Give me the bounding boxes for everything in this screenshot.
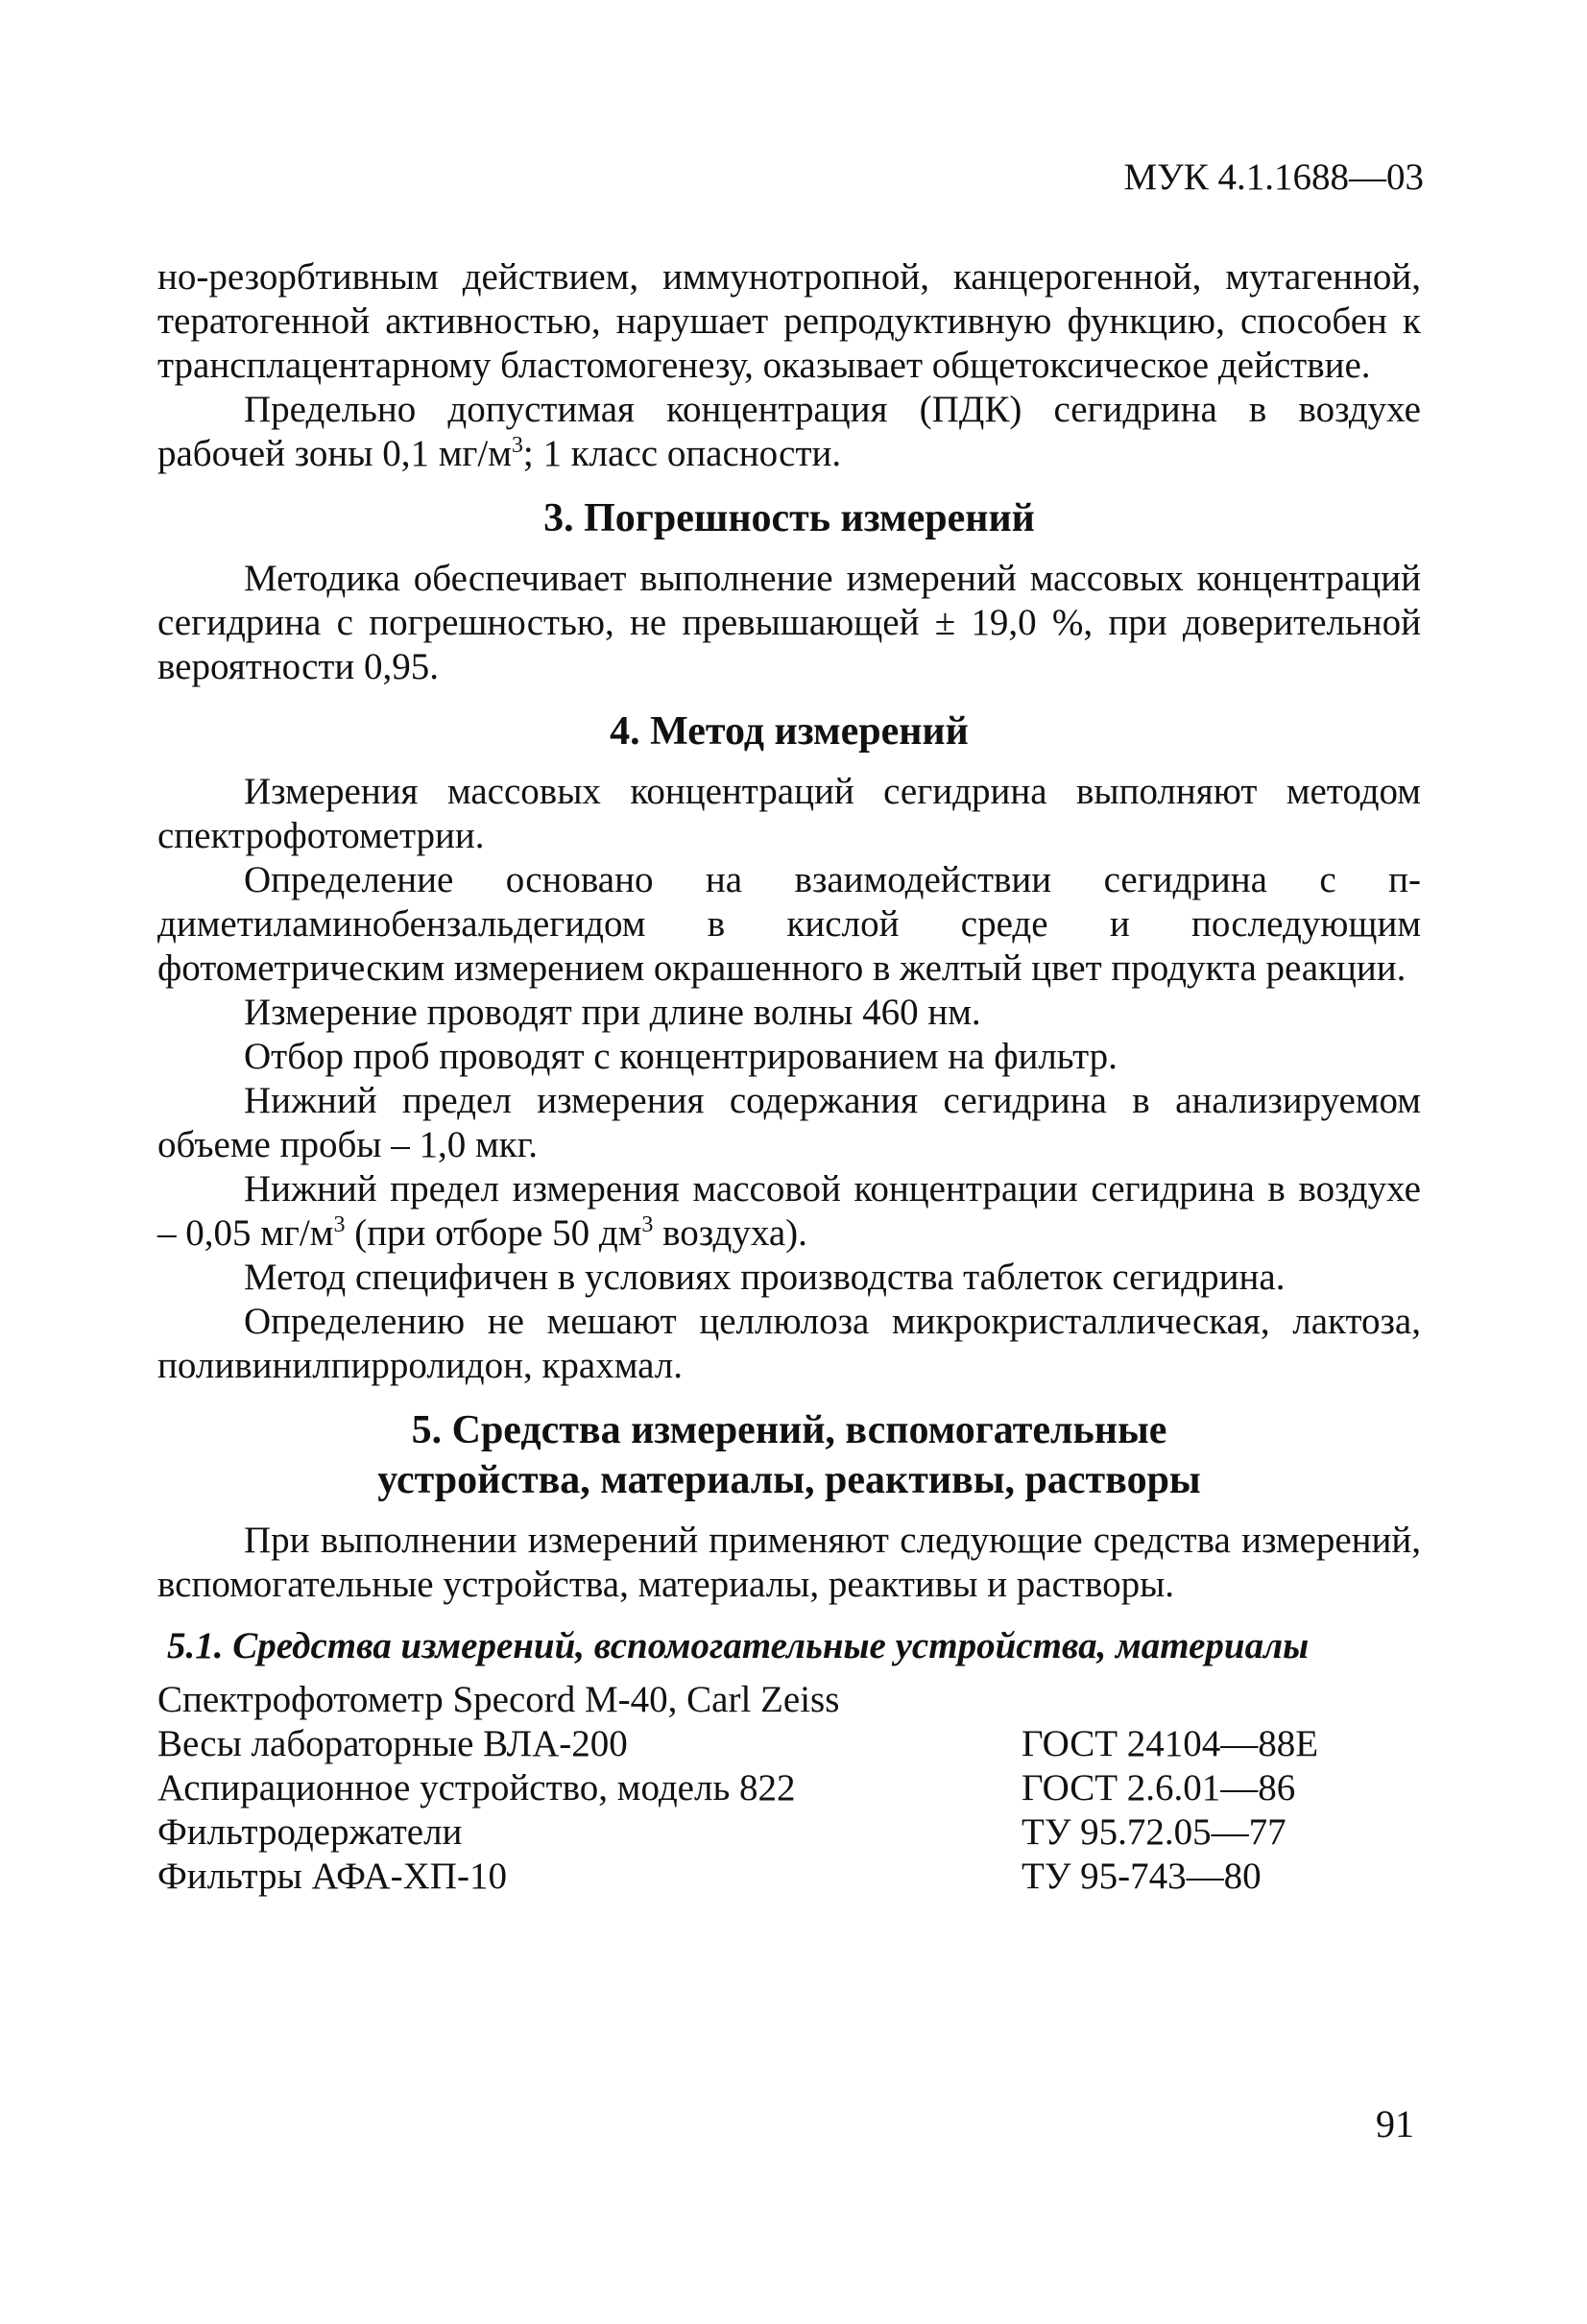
lower-limit-superscript-2: 3 [641, 1212, 654, 1237]
section-4-paragraph-3: Измерение проводят при длине волны 460 нм. [244, 992, 981, 1033]
page-content [157, 255, 1421, 1899]
equipment-row [157, 1766, 1421, 1810]
equipment-standard: ТУ 95.72.05—77 [1022, 1811, 1286, 1853]
equipment-name: Аспирационное устройство, модель 822 [157, 1767, 796, 1809]
intro-paragraph-1: но-резорбтивным действием, иммунотропной, канцерогенной, мутагенной, тератогенной активностью, нарушает репродуктивную функцию, способен к трансплацентарному бластомогенезу, оказывает общетоксическое действие. [157, 256, 1421, 386]
equipment-standard: ГОСТ 24104—88Е [1022, 1723, 1319, 1764]
section-4-paragraph-7: Метод специфичен в условиях производства таблеток сегидрина. [244, 1257, 1286, 1298]
section-4-paragraph-2: Определение основано на взаимодействии сегидрина с п-диметиламинобензальдегидом в кислой среде и последующим фотометрическим измерением окрашенного в желтый цвет продукта реакции. [157, 859, 1421, 989]
equipment-standard: ГОСТ 2.6.01—86 [1022, 1767, 1296, 1809]
section-4-title: 4. Метод измерений [610, 709, 969, 754]
section-4-paragraph-5: Нижний предел измерения содержания сегидрина в анализируемом объеме пробы – 1,0 мкг. [157, 1080, 1421, 1165]
equipment-standard [1022, 1678, 1421, 1722]
section-4-paragraph-6 [157, 1167, 1421, 1256]
equipment-name: Фильтры АФА-ХП-10 [157, 1856, 507, 1897]
lower-limit-text: Нижний предел измерения массовой концентрации сегидрина в воздухе – 0,05 мг/м [157, 1168, 1421, 1254]
mac-text: Предельно допустимая концентрация (ПДК) сегидрина в воздухе рабочей зоны 0,1 мг/м [157, 389, 1421, 474]
section-3-paragraph: Методика обеспечивает выполнение измерений массовых концентраций сегидрина с погрешностью, не превышающей ± 19,0 %, при доверительной вероятности 0,95. [157, 558, 1421, 687]
equipment-row [157, 1810, 1421, 1855]
subsection-5-1-title: 5.1. Средства измерений, вспомогательные устройства, материалы [167, 1625, 1310, 1666]
section-4-paragraph-8: Определению не мешают целлюлоза микрокристаллическая, лактоза, поливинилпирролидон, крахмал. [157, 1301, 1421, 1386]
mac-text-end: ; 1 класс опасности. [522, 433, 842, 474]
equipment-row [157, 1722, 1421, 1766]
equipment-name: Весы лабораторные ВЛА-200 [157, 1723, 628, 1764]
equipment-standard: ТУ 95-743—80 [1022, 1856, 1262, 1897]
equipment-name: Спектрофотометр Specord M-40, Carl Zeiss [157, 1679, 840, 1720]
section-5-title-line-2: устройства, материалы, реактивы, растворы [377, 1458, 1201, 1502]
section-5-title-line-1: 5. Средства измерений, вспомогательные [411, 1408, 1167, 1452]
page-number: 91 [1376, 2102, 1414, 2145]
equipment-list [157, 1678, 1421, 1899]
equipment-row [157, 1678, 1421, 1722]
lower-limit-superscript-1: 3 [333, 1212, 346, 1237]
equipment-name: Фильтродержатели [157, 1811, 463, 1853]
section-5-title [157, 1405, 1421, 1505]
mac-paragraph [157, 388, 1421, 476]
section-3-title: 3. Погрешность измерений [543, 496, 1035, 540]
document-code-header: МУК 4.1.1688—03 [1123, 156, 1424, 198]
equipment-row [157, 1855, 1421, 1899]
mac-superscript: 3 [511, 433, 523, 458]
section-4-paragraph-4: Отбор проб проводят с концентрированием на фильтр. [244, 1036, 1118, 1077]
section-4-paragraph-1: Измерения массовых концентраций сегидрина выполняют методом спектрофотометрии. [157, 771, 1421, 856]
lower-limit-text-3: воздуха). [653, 1212, 807, 1254]
section-5-paragraph: При выполнении измерений применяют следующие средства измерений, вспомогательные устройства, материалы, реактивы и растворы. [157, 1520, 1421, 1605]
lower-limit-text-2: (при отборе 50 дм [345, 1212, 642, 1254]
